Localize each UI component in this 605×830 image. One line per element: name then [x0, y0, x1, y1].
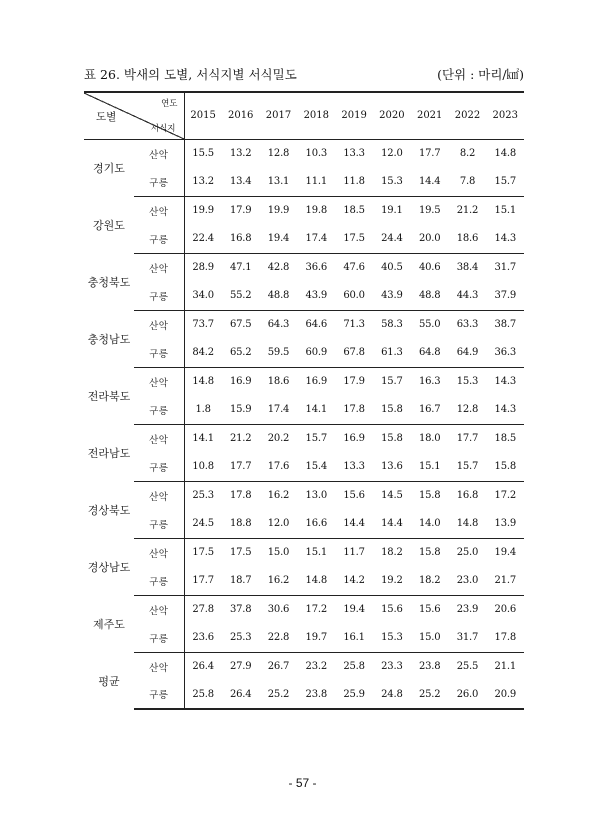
density-table: [84, 91, 524, 710]
table-row: [84, 282, 524, 311]
habitat-cell: 구릉: [134, 282, 184, 311]
table-row: [84, 624, 524, 653]
density-value-cell: 14.4: [373, 510, 411, 539]
density-value-cell: 19.9: [267, 205, 290, 216]
density-value-cell: 18.6: [267, 376, 290, 387]
density-value-cell: 21.2: [229, 433, 252, 444]
province-cell: 전라북도: [87, 389, 131, 403]
density-value-cell: 17.2: [494, 490, 516, 501]
density-value-cell: 15.9: [222, 396, 260, 425]
density-value-cell: 47.6: [343, 262, 365, 273]
density-value-cell: 8.2: [459, 148, 476, 159]
density-value-cell: 15.6: [418, 604, 441, 615]
density-value-cell: 15.0: [411, 624, 449, 653]
density-value-cell: 15.5: [192, 148, 214, 159]
density-value-cell: 13.0: [305, 490, 328, 501]
density-value-cell: 59.5: [260, 339, 298, 368]
province-cell: 평균: [98, 674, 120, 688]
table-unit: (단위 : 마리/㎢): [437, 67, 524, 82]
density-value-cell: 61.3: [373, 339, 411, 368]
table-row: [84, 196, 524, 225]
density-value-cell: 13.6: [373, 453, 411, 482]
habitat-cell: 산악: [134, 310, 184, 339]
density-value-cell: 11.7: [343, 547, 365, 558]
density-value-cell: 55.2: [222, 282, 260, 311]
density-value-cell: 18.0: [418, 433, 441, 444]
density-value-cell: 13.3: [335, 453, 373, 482]
density-value-cell: 22.4: [184, 225, 222, 254]
density-value-cell: 17.5: [229, 547, 252, 558]
density-value-cell: 15.3: [373, 624, 411, 653]
habitat-cell: 산악: [134, 652, 184, 681]
density-value-cell: 84.2: [184, 339, 222, 368]
density-value-cell: 20.2: [267, 433, 290, 444]
density-value-cell: 55.0: [418, 319, 441, 330]
table-body: [84, 139, 524, 709]
density-value-cell: 14.4: [411, 168, 449, 197]
density-value-cell: 17.4: [297, 225, 335, 254]
habitat-cell: 구릉: [134, 567, 184, 596]
density-value-cell: 15.1: [494, 205, 516, 216]
density-value-cell: 25.0: [456, 547, 479, 558]
density-value-cell: 26.4: [192, 661, 214, 672]
density-value-cell: 15.1: [411, 453, 449, 482]
density-value-cell: 30.6: [267, 604, 290, 615]
density-value-cell: 13.2: [229, 148, 252, 159]
density-value-cell: 23.8: [418, 661, 441, 672]
density-value-cell: 25.8: [184, 681, 222, 710]
density-value-cell: 10.8: [184, 453, 222, 482]
density-value-cell: 27.8: [192, 604, 214, 615]
habitat-axis-label: 서식지: [150, 123, 176, 134]
habitat-cell: 산악: [134, 538, 184, 567]
density-value-cell: 23.3: [381, 661, 403, 672]
density-value-cell: 26.7: [267, 661, 290, 672]
province-cell: 경기도: [93, 161, 125, 175]
density-value-cell: 36.3: [486, 339, 524, 368]
table-caption: [84, 66, 524, 84]
habitat-cell: 구릉: [134, 624, 184, 653]
density-value-cell: 17.7: [184, 567, 222, 596]
density-value-cell: 14.8: [192, 376, 214, 387]
density-value-cell: 25.5: [456, 661, 479, 672]
density-value-cell: 58.3: [381, 319, 403, 330]
habitat-cell: 산악: [134, 481, 184, 510]
density-value-cell: 15.7: [381, 376, 403, 387]
province-cell: 충청북도: [87, 275, 131, 289]
year-header: 2015: [184, 92, 222, 139]
density-value-cell: 17.4: [260, 396, 298, 425]
density-value-cell: 14.3: [486, 225, 524, 254]
density-value-cell: 60.0: [335, 282, 373, 311]
density-value-cell: 37.9: [486, 282, 524, 311]
density-value-cell: 17.7: [222, 453, 260, 482]
year-header: 2018: [297, 92, 335, 139]
density-value-cell: 17.6: [260, 453, 298, 482]
density-value-cell: 21.1: [494, 661, 516, 672]
habitat-cell: 산악: [134, 253, 184, 282]
density-value-cell: 23.8: [297, 681, 335, 710]
province-cell: 경상남도: [87, 560, 131, 574]
year-header: 2023: [486, 92, 524, 139]
density-value-cell: 21.7: [486, 567, 524, 596]
habitat-cell: 구릉: [134, 510, 184, 539]
density-value-cell: 63.3: [456, 319, 479, 330]
table-row: [84, 424, 524, 453]
density-value-cell: 15.0: [267, 547, 290, 558]
density-value-cell: 36.6: [305, 262, 328, 273]
density-value-cell: 16.8: [222, 225, 260, 254]
density-value-cell: 1.8: [184, 396, 222, 425]
year-header: 2019: [335, 92, 373, 139]
density-value-cell: 11.8: [335, 168, 373, 197]
density-value-cell: 13.4: [222, 168, 260, 197]
density-value-cell: 15.4: [297, 453, 335, 482]
habitat-cell: 산악: [134, 196, 184, 225]
density-value-cell: 16.1: [335, 624, 373, 653]
density-value-cell: 21.2: [456, 205, 479, 216]
province-cell: 제주도: [93, 617, 125, 631]
density-value-cell: 25.2: [411, 681, 449, 710]
density-value-cell: 17.8: [335, 396, 373, 425]
density-value-cell: 23.6: [184, 624, 222, 653]
page-number: - 57 -: [288, 776, 317, 790]
density-value-cell: 16.3: [418, 376, 441, 387]
density-value-cell: 13.2: [184, 168, 222, 197]
density-value-cell: 19.9: [192, 205, 214, 216]
density-value-cell: 23.0: [449, 567, 487, 596]
density-value-cell: 13.1: [260, 168, 298, 197]
province-cell: 전라남도: [87, 446, 131, 460]
density-value-cell: 26.0: [449, 681, 487, 710]
density-value-cell: 17.9: [229, 205, 252, 216]
density-value-cell: 20.0: [411, 225, 449, 254]
year-header: 2016: [222, 92, 260, 139]
density-value-cell: 11.1: [297, 168, 335, 197]
density-value-cell: 43.9: [373, 282, 411, 311]
density-value-cell: 64.8: [411, 339, 449, 368]
density-value-cell: 18.8: [222, 510, 260, 539]
density-value-cell: 16.8: [456, 490, 479, 501]
density-value-cell: 17.7: [456, 433, 479, 444]
density-value-cell: 12.8: [449, 396, 487, 425]
habitat-cell: 산악: [134, 139, 184, 168]
density-value-cell: 64.6: [305, 319, 328, 330]
density-value-cell: 16.2: [267, 490, 290, 501]
density-value-cell: 23.2: [305, 661, 328, 672]
province-cell: 경상북도: [87, 503, 131, 517]
density-value-cell: 14.1: [192, 433, 214, 444]
density-value-cell: 17.5: [192, 547, 214, 558]
table-row: [84, 396, 524, 425]
density-value-cell: 15.3: [373, 168, 411, 197]
density-value-cell: 18.5: [494, 433, 516, 444]
habitat-cell: 구릉: [134, 453, 184, 482]
density-value-cell: 40.5: [381, 262, 403, 273]
density-value-cell: 18.7: [222, 567, 260, 596]
province-column-label: 도별: [96, 111, 117, 123]
table-row: [84, 168, 524, 197]
year-axis-label: 연도: [161, 99, 178, 109]
density-value-cell: 24.4: [373, 225, 411, 254]
density-value-cell: 31.7: [449, 624, 487, 653]
density-value-cell: 25.2: [260, 681, 298, 710]
table-row: [84, 139, 524, 168]
density-value-cell: 14.3: [494, 376, 516, 387]
density-value-cell: 22.8: [260, 624, 298, 653]
density-value-cell: 25.8: [343, 661, 365, 672]
density-value-cell: 44.3: [449, 282, 487, 311]
density-value-cell: 14.4: [335, 510, 373, 539]
density-value-cell: 71.3: [343, 319, 365, 330]
table-row: [84, 510, 524, 539]
table-row: [84, 453, 524, 482]
density-value-cell: 42.8: [267, 262, 290, 273]
density-value-cell: 15.1: [305, 547, 328, 558]
density-value-cell: 18.5: [343, 205, 365, 216]
density-value-cell: 19.4: [343, 604, 365, 615]
density-value-cell: 31.7: [494, 262, 516, 273]
density-value-cell: 16.9: [343, 433, 365, 444]
density-value-cell: 15.8: [418, 490, 441, 501]
density-value-cell: 15.7: [449, 453, 487, 482]
province-cell: 강원도: [93, 218, 125, 232]
table-row: [84, 595, 524, 624]
density-value-cell: 17.7: [418, 148, 441, 159]
density-value-cell: 19.8: [305, 205, 328, 216]
corner-header-cell: [84, 92, 184, 139]
density-value-cell: 15.8: [381, 433, 403, 444]
habitat-cell: 산악: [134, 595, 184, 624]
density-value-cell: 15.3: [456, 376, 479, 387]
density-value-cell: 14.8: [494, 148, 516, 159]
density-value-cell: 28.9: [192, 262, 214, 273]
year-header: 2022: [449, 92, 487, 139]
density-value-cell: 12.0: [381, 148, 403, 159]
density-value-cell: 14.8: [449, 510, 487, 539]
density-value-cell: 15.7: [486, 168, 524, 197]
table-row: [84, 367, 524, 396]
year-header: 2020: [373, 92, 411, 139]
table-row: [84, 339, 524, 368]
density-value-cell: 64.9: [449, 339, 487, 368]
density-value-cell: 17.9: [343, 376, 365, 387]
table-row: [84, 481, 524, 510]
density-value-cell: 16.6: [297, 510, 335, 539]
habitat-cell: 구릉: [134, 225, 184, 254]
density-value-cell: 48.8: [411, 282, 449, 311]
density-value-cell: 14.3: [486, 396, 524, 425]
table-row: [84, 681, 524, 710]
density-value-cell: 25.9: [335, 681, 373, 710]
density-value-cell: 16.9: [305, 376, 328, 387]
table-header-row: [84, 92, 524, 139]
density-value-cell: 17.8: [229, 490, 252, 501]
density-value-cell: 15.8: [418, 547, 441, 558]
density-value-cell: 10.3: [305, 148, 328, 159]
density-value-cell: 34.0: [184, 282, 222, 311]
density-value-cell: 17.8: [486, 624, 524, 653]
density-value-cell: 19.5: [418, 205, 441, 216]
density-value-cell: 17.2: [305, 604, 328, 615]
density-value-cell: 67.5: [229, 319, 252, 330]
habitat-cell: 산악: [134, 367, 184, 396]
density-value-cell: 38.7: [494, 319, 516, 330]
density-value-cell: 65.2: [222, 339, 260, 368]
table-row: [84, 652, 524, 681]
density-value-cell: 37.8: [229, 604, 252, 615]
density-value-cell: 19.1: [381, 205, 403, 216]
density-value-cell: 16.7: [411, 396, 449, 425]
table-row: [84, 538, 524, 567]
density-value-cell: 64.3: [267, 319, 290, 330]
density-value-cell: 25.3: [222, 624, 260, 653]
density-value-cell: 14.0: [411, 510, 449, 539]
density-value-cell: 16.9: [229, 376, 252, 387]
table-row: [84, 225, 524, 254]
habitat-cell: 구릉: [134, 396, 184, 425]
density-value-cell: 40.6: [418, 262, 441, 273]
province-cell: 충청남도: [87, 332, 131, 346]
density-value-cell: 19.7: [297, 624, 335, 653]
density-value-cell: 19.4: [494, 547, 516, 558]
density-value-cell: 24.5: [184, 510, 222, 539]
density-value-cell: 14.5: [381, 490, 403, 501]
density-value-cell: 19.4: [260, 225, 298, 254]
density-value-cell: 20.6: [494, 604, 516, 615]
density-value-cell: 7.8: [449, 168, 487, 197]
density-value-cell: 18.2: [411, 567, 449, 596]
density-value-cell: 15.7: [305, 433, 328, 444]
density-value-cell: 15.6: [381, 604, 403, 615]
density-value-cell: 47.1: [229, 262, 252, 273]
density-value-cell: 17.5: [335, 225, 373, 254]
habitat-cell: 구릉: [134, 168, 184, 197]
density-value-cell: 18.6: [449, 225, 487, 254]
density-value-cell: 18.2: [381, 547, 403, 558]
density-value-cell: 43.9: [297, 282, 335, 311]
density-value-cell: 24.8: [373, 681, 411, 710]
density-value-cell: 60.9: [297, 339, 335, 368]
table-row: [84, 310, 524, 339]
density-value-cell: 73.7: [192, 319, 214, 330]
density-value-cell: 12.0: [260, 510, 298, 539]
density-value-cell: 12.8: [267, 148, 290, 159]
density-value-cell: 13.9: [486, 510, 524, 539]
density-value-cell: 27.9: [229, 661, 252, 672]
density-value-cell: 26.4: [222, 681, 260, 710]
density-value-cell: 14.8: [297, 567, 335, 596]
density-value-cell: 23.9: [456, 604, 479, 615]
density-value-cell: 20.9: [486, 681, 524, 710]
density-value-cell: 19.2: [373, 567, 411, 596]
table-row: [84, 253, 524, 282]
density-value-cell: 15.8: [486, 453, 524, 482]
density-value-cell: 25.3: [192, 490, 214, 501]
density-value-cell: 15.8: [373, 396, 411, 425]
habitat-cell: 산악: [134, 424, 184, 453]
year-header: 2017: [260, 92, 298, 139]
habitat-cell: 구릉: [134, 681, 184, 710]
table-row: [84, 567, 524, 596]
density-value-cell: 48.8: [260, 282, 298, 311]
year-header: 2021: [411, 92, 449, 139]
density-value-cell: 38.4: [456, 262, 479, 273]
table-title: 표 26. 박새의 도별, 서식지별 서식밀도: [84, 67, 297, 82]
density-value-cell: 13.3: [343, 148, 365, 159]
density-value-cell: 15.6: [343, 490, 365, 501]
habitat-cell: 구릉: [134, 339, 184, 368]
density-value-cell: 14.1: [297, 396, 335, 425]
density-value-cell: 14.2: [335, 567, 373, 596]
density-value-cell: 16.2: [260, 567, 298, 596]
density-value-cell: 67.8: [335, 339, 373, 368]
